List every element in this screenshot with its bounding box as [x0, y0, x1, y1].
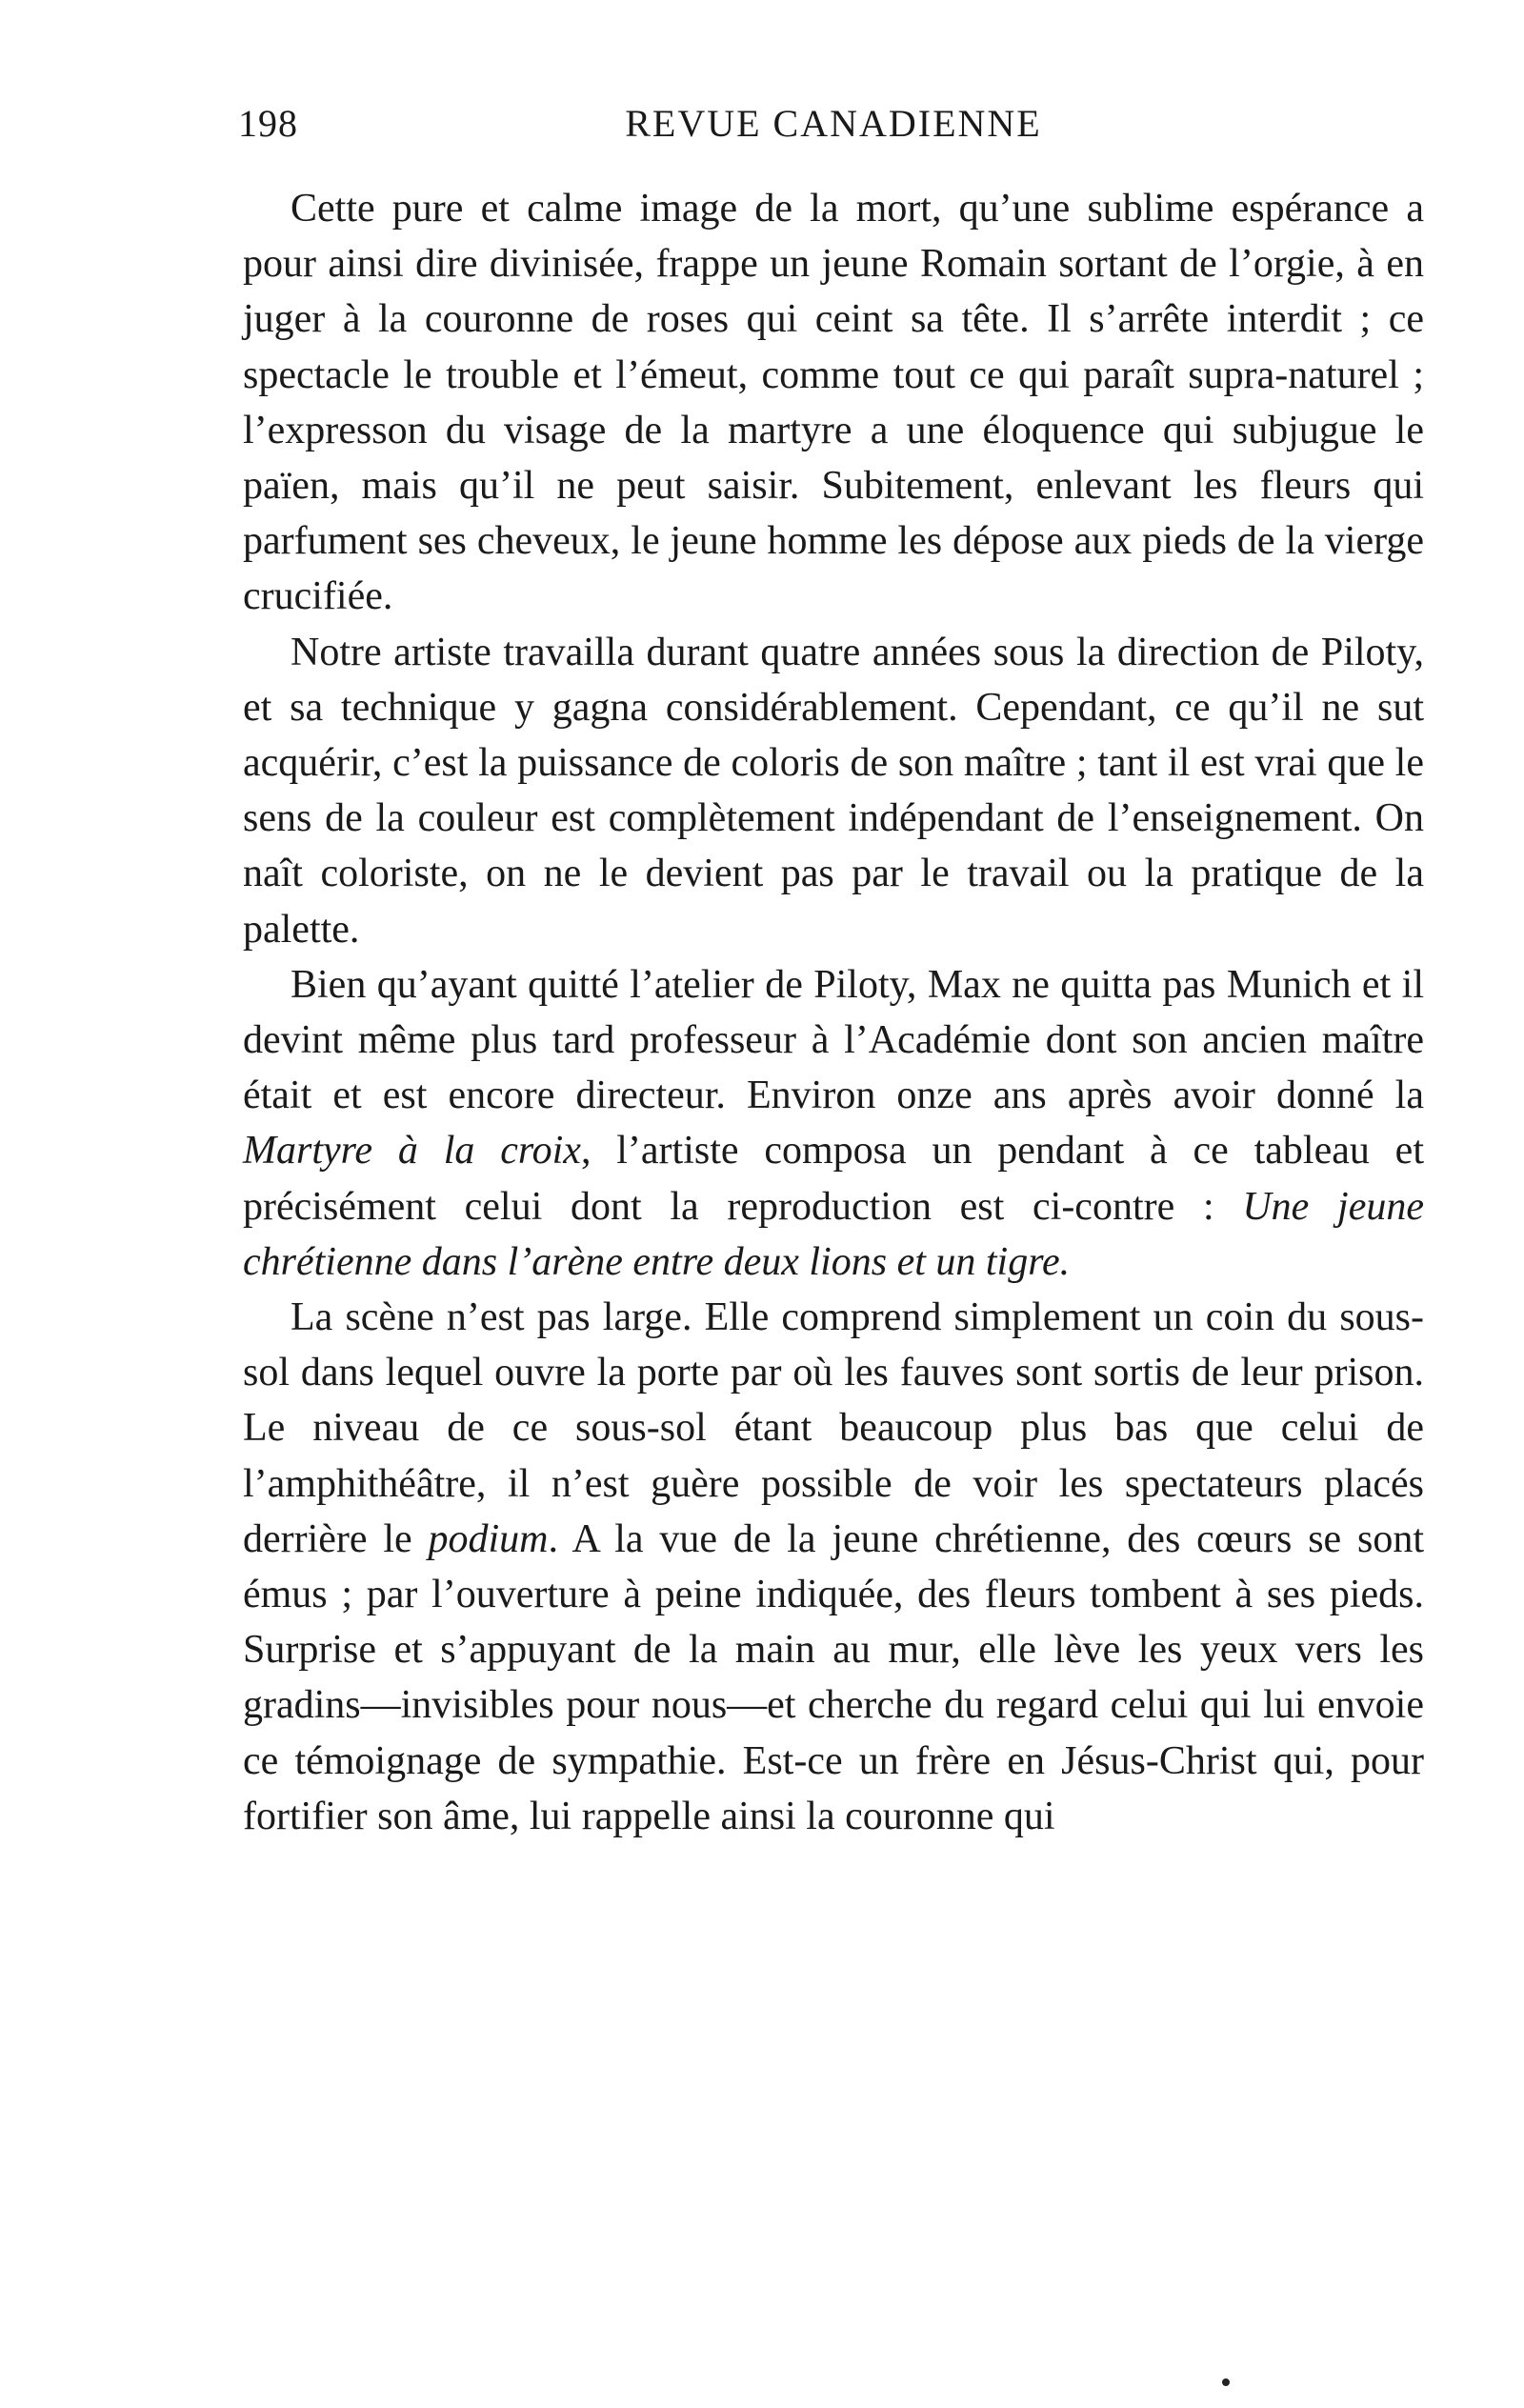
running-head [238, 95, 1429, 152]
paragraph-2: Notre artiste travailla durant quatre années sous la direction de Piloty, et sa technique y gagna considérablement. Cependant, ce qu’il ne sut acquérir, c’est la puissance de coloris de son maître ; tant il est vrai que le sens de la couleur est complètement indépendant de l’enseignement. On naît coloriste, on ne le devient pas par le travail ou la pratique de la palette. [243, 630, 1424, 952]
ink-speck [1222, 2378, 1230, 2386]
artwork-title-jeune-chretienne: Une jeune chrétienne dans l’arène entre deux lions et un tigre. [243, 1184, 1424, 1284]
page-number: 198 [238, 102, 298, 145]
paragraph-4-text-a: La scène n’est pas large. Elle comprend simplement un coin du sous-sol dans lequel ouvre la porte par où les fauves sont sortis de leur prison. Le niveau de ce sous-sol étant beaucoup plus bas que celui de l’amphithéâtre, il n’est guère possible de voir les spectateurs placés derrière le [243, 1295, 1424, 1561]
paragraph-4 [243, 1290, 1424, 1844]
artwork-title-martyre: Martyre à la croix [243, 1129, 581, 1174]
body-text [243, 181, 1424, 1844]
paragraph-1: Cette pure et calme image de la mort, qu’une sublime espérance a pour ainsi dire divinisée, frappe un jeune Romain sortant de l’orgie, à en juger à la couronne de roses qui ceint sa tête. Il s’arrête interdit ; ce spectacle le trouble et l’émeut, comme tout ce qui paraît supra-naturel ; l’expresson du visage de la martyre a une éloquence qui subjugue le païen, mais qu’il ne peut saisir. Subitement, enlevant les fleurs qui parfument ses cheveux, le jeune homme les dépose aux pieds de la vierge crucifiée. [243, 187, 1424, 619]
journal-title: REVUE CANADIENNE [625, 102, 1042, 145]
paragraph-3 [243, 957, 1424, 1290]
paragraph-4-text-b: . A la vue de la jeune chrétienne, des cœurs se sont émus ; par l’ouverture à peine indiquée, des fleurs tombent à ses pieds. Surprise et s’appuyant de la main au mur, elle lève les yeux vers les gradins—invisibles pour nous—et cherche du regard celui qui lui envoie ce témoignage de sympathie. Est-ce un frère en Jésus-Christ qui, pour fortifier son âme, lui rappelle ainsi la couronne qui [243, 1516, 1424, 1838]
paragraph-3-text-a: Bien qu’ayant quitté l’atelier de Piloty, Max ne quitta pas Munich et il devint même plus tard professeur à l’Académie dont son ancien maître était et est encore directeur. Environ onze ans après avoir donné la [243, 962, 1424, 1118]
paragraph-3-text-b: , l’artiste composa un pendant à ce tableau et précisément celui dont la reproduction est ci-contre : [243, 1129, 1424, 1229]
term-podium: podium [428, 1516, 549, 1561]
